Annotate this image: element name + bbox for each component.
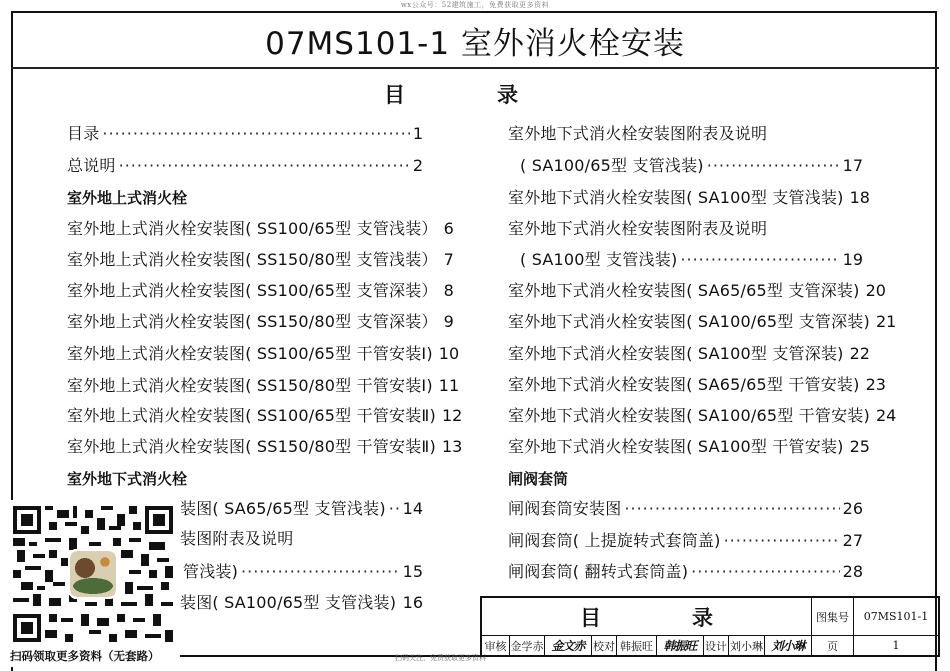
leader-dots — [691, 561, 839, 583]
toc-entry[interactable] — [508, 530, 863, 552]
toc-entry-label: ( SA100/65型 支管浅装) — [520, 155, 704, 177]
toc-entry[interactable] — [180, 592, 423, 614]
toc-entry[interactable] — [183, 561, 423, 583]
toc-entry-label: 室外地下式消火栓安装图( SA65/65型 支管深装) — [508, 280, 860, 302]
toc-entry-page: 13 — [442, 436, 462, 458]
drawing-header — [11, 11, 939, 69]
toc-entry-page: 8 — [444, 280, 454, 302]
toc-entry-label: 室外地下式消火栓安装图附表及说明 — [508, 218, 767, 240]
toc-entry-label: ( SA100型 支管浅装) — [520, 249, 677, 271]
designer-name: 刘小琳 — [729, 636, 765, 655]
toc-entry-page: 11 — [439, 375, 459, 397]
checker-label: 校对 — [592, 636, 617, 655]
toc-entry[interactable] — [508, 561, 863, 583]
toc-entry-label: 装图( SA100/65型 支管浅装) — [180, 592, 396, 614]
toc-entry-label: 室外地下式消火栓安装图( SA100/65型 支管深装) — [508, 311, 870, 333]
leader-dots — [389, 498, 400, 520]
reviewer-signature: 金文赤 — [545, 636, 592, 655]
section-heading-underground: 室外地下式消火栓 — [67, 468, 187, 490]
toc-entry-label: 室外地下式消火栓安装图( SA100型 支管深装) — [508, 343, 844, 365]
leader-dots — [102, 123, 409, 145]
toc-entry-label: 管浅装) — [183, 561, 238, 583]
section-heading-valve-sleeve: 闸阀套筒 — [508, 468, 568, 490]
leader-dots — [680, 249, 839, 271]
designer-signature: 刘小琳 — [765, 636, 812, 655]
toc-entry-label: 装图( SA65/65型 支管浅装) — [180, 498, 386, 520]
footer-watermark: 扫码关注，免费获取更多资料 — [395, 653, 486, 663]
toc-entry-label: 闸阀套筒( 上提旋转式套筒盖) — [508, 530, 721, 552]
leader-dots — [624, 498, 839, 520]
toc-entry-label: 室外地下式消火栓安装图( SA100/65型 干管安装) — [508, 405, 870, 427]
toc-entry-label: 室外地下式消火栓安装图( SA100型 干管安装) — [508, 436, 844, 458]
page-value: 1 — [854, 636, 938, 655]
toc-entry-label: 室外地上式消火栓安装图( SS150/80型 干管安装Ⅰ) — [67, 375, 433, 397]
toc-entry-label: 室外地下式消火栓安装图( SA65/65型 干管安装) — [508, 374, 860, 396]
title-block-title-right: 录 — [677, 602, 729, 632]
toc-entry-label: 目录 — [67, 123, 99, 145]
title-block-title — [482, 598, 812, 636]
toc-entry-page: 1 — [413, 123, 423, 145]
toc-entry[interactable] — [180, 498, 423, 520]
toc-entry[interactable] — [67, 123, 423, 145]
toc-entry-page: 7 — [444, 249, 454, 271]
toc-entry[interactable] — [508, 436, 863, 458]
toc-entry[interactable] — [508, 498, 863, 520]
qr-code-icon — [13, 505, 173, 643]
checker-name: 韩振旺 — [617, 636, 657, 655]
toc-entry-page: 26 — [843, 498, 863, 520]
toc-entry[interactable] — [508, 187, 863, 209]
toc-entry-page: 16 — [403, 592, 423, 614]
toc-entry-label: 闸阀套筒( 翻转式套筒盖) — [508, 561, 688, 583]
toc-entry[interactable] — [180, 528, 423, 550]
leader-dots — [707, 155, 840, 177]
page-label: 页 — [812, 636, 854, 655]
toc-entry[interactable] — [67, 375, 423, 397]
toc-entry-page: 20 — [866, 280, 886, 302]
toc-entry[interactable] — [67, 436, 423, 458]
leader-dots — [724, 530, 840, 552]
toc-entry-page: 2 — [413, 155, 423, 177]
qr-caption: 扫码领取更多资料（无套路） — [10, 648, 160, 664]
toc-entry[interactable] — [520, 249, 863, 271]
toc-entry-page: 24 — [876, 405, 896, 427]
toc-entry-label: 装图附表及说明 — [180, 528, 293, 550]
toc-title-right: 录 — [497, 79, 518, 109]
leader-dots — [119, 155, 410, 177]
toc-entry-page: 28 — [843, 561, 863, 583]
toc-entry-page: 9 — [444, 311, 454, 333]
toc-entry[interactable] — [67, 155, 423, 177]
toc-entry[interactable] — [67, 280, 423, 302]
toc-title-left: 目 — [384, 79, 405, 109]
toc-entry-label: 总说明 — [67, 155, 116, 177]
toc-entry-label: 室外地上式消火栓安装图( SS150/80型 干管安装Ⅱ) — [67, 436, 436, 458]
toc-entry[interactable] — [508, 311, 863, 333]
toc-entry[interactable] — [67, 311, 423, 333]
toc-entry[interactable] — [67, 343, 423, 365]
designer-label: 设计 — [704, 636, 729, 655]
reviewer-name: 金学赤 — [510, 636, 545, 655]
toc-entry-page: 21 — [876, 311, 896, 333]
toc-entry-page: 27 — [843, 530, 863, 552]
toc-entry-page: 14 — [403, 498, 423, 520]
toc-entry-label: 室外地上式消火栓安装图( SS100/65型 干管安装Ⅰ) — [67, 343, 433, 365]
qr-code-overlay[interactable] — [8, 500, 174, 667]
toc-entry-label: 室外地下式消火栓安装图( SA100型 支管浅装) — [508, 187, 844, 209]
toc-entry-page: 12 — [442, 405, 462, 427]
toc-entry-label: 室外地上式消火栓安装图( SS100/65型 干管安装Ⅱ) — [67, 405, 436, 427]
toc-entry-label: 室外地上式消火栓安装图( SS150/80型 支管深装） — [67, 311, 438, 333]
toc-entry[interactable] — [508, 280, 863, 302]
toc-entry[interactable] — [508, 218, 863, 240]
toc-entry-label: 室外地上式消火栓安装图( SS100/65型 支管深装） — [67, 280, 438, 302]
toc-entry[interactable] — [520, 155, 863, 177]
toc-entry-label: 室外地上式消火栓安装图( SS150/80型 支管浅装） — [67, 249, 438, 271]
section-heading-above-ground: 室外地上式消火栓 — [67, 187, 187, 209]
toc-entry-page: 22 — [850, 343, 870, 365]
toc-entry-page: 10 — [439, 343, 459, 365]
reviewer-label: 审核 — [482, 636, 510, 655]
title-block-title-left: 目 — [565, 602, 617, 632]
toc-entry-page: 18 — [850, 187, 870, 209]
title-block — [480, 596, 940, 657]
toc-entry[interactable] — [508, 374, 863, 396]
toc-entry-label: 室外地上式消火栓安装图( SS100/65型 支管浅装） — [67, 218, 438, 240]
toc-entry[interactable] — [508, 343, 863, 365]
toc-entry[interactable] — [67, 249, 423, 271]
top-watermark: wx公众号：52建筑施工，免费获取更多资料 — [0, 0, 950, 10]
toc-entry-label: 闸阀套筒安装图 — [508, 498, 621, 520]
toc-entry[interactable] — [508, 405, 863, 427]
toc-entry-page: 25 — [850, 436, 870, 458]
toc-entry-label: 室外地下式消火栓安装图附表及说明 — [508, 123, 767, 145]
toc-entry-page: 15 — [403, 561, 423, 583]
leader-dots — [241, 561, 400, 583]
toc-entry-page: 19 — [843, 249, 863, 271]
checker-signature: 韩振旺 — [657, 636, 704, 655]
atlas-number-value: 07MS101-1 — [854, 598, 938, 636]
atlas-number-label: 图集号 — [812, 598, 854, 636]
toc-entry[interactable] — [508, 123, 863, 145]
toc-entry[interactable] — [67, 405, 423, 427]
toc-entry-page: 23 — [866, 374, 886, 396]
document-title: 07MS101-1 室外消火栓安装 — [11, 18, 939, 63]
toc-entry-page: 6 — [444, 218, 454, 240]
toc-entry-page: 17 — [843, 155, 863, 177]
toc-entry[interactable] — [67, 218, 423, 240]
